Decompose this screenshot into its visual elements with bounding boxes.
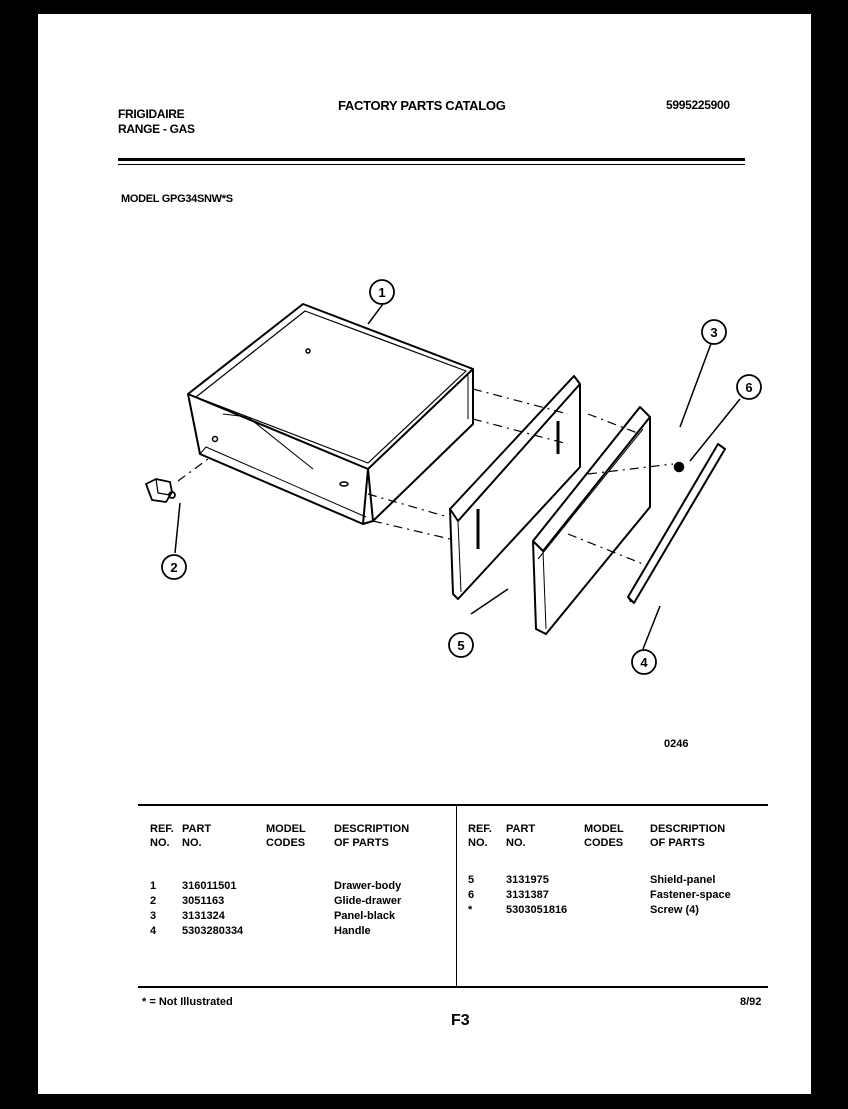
- table-row: [138, 880, 456, 895]
- header-model-codes: MODEL CODES: [584, 823, 624, 849]
- ref-no: 3: [150, 910, 157, 922]
- ref-no: 6: [468, 889, 475, 901]
- table-row: [138, 910, 456, 925]
- callout-1: [370, 280, 394, 304]
- svg-text:5: 5: [457, 638, 465, 653]
- callout-2: [162, 555, 186, 579]
- catalog-number: 5995225900: [666, 98, 730, 112]
- table-row: [458, 904, 768, 919]
- header-description: DESCRIPTION OF PARTS: [334, 823, 410, 849]
- parts-table-right: [458, 806, 768, 986]
- exploded-drawer-diagram: [128, 259, 753, 679]
- header-part-no: PART NO.: [182, 823, 212, 849]
- part-no: 5303280334: [182, 925, 244, 937]
- callout-6: [737, 375, 761, 399]
- header-rule-thin: [118, 164, 745, 165]
- part-no: 5303051816: [506, 904, 568, 916]
- ref-no: 2: [150, 895, 157, 907]
- part-description: Panel-black: [334, 910, 396, 922]
- parts-table-left: [138, 806, 457, 986]
- header-ref-no: REF. NO.: [150, 823, 174, 849]
- part-description: Shield-panel: [650, 874, 716, 886]
- part-description: Drawer-body: [334, 880, 402, 892]
- shield-panel-illustration: [450, 376, 580, 599]
- svg-text:3: 3: [710, 325, 718, 340]
- header-description: DESCRIPTION OF PARTS: [650, 823, 726, 849]
- ref-no: 4: [150, 925, 157, 937]
- part-no: 3051163: [182, 895, 225, 907]
- catalog-title: FACTORY PARTS CATALOG: [338, 98, 506, 113]
- illustration-code: 0246: [664, 738, 689, 750]
- table-row: [138, 895, 456, 910]
- callout-5: [449, 633, 473, 657]
- glide-drawer-illustration: [146, 479, 175, 502]
- part-description: Screw (4): [650, 904, 699, 916]
- brand-name: FRIGIDAIRE: [118, 107, 185, 121]
- product-type: RANGE - GAS: [118, 122, 195, 136]
- ref-no: *: [468, 904, 473, 916]
- catalog-page: [38, 14, 811, 1094]
- header-part-no: PART NO.: [506, 823, 536, 849]
- brand-block: [118, 107, 195, 137]
- not-illustrated-note: * = Not Illustrated: [142, 996, 233, 1008]
- table-row: [458, 874, 768, 889]
- drawer-body-illustration: [188, 304, 473, 524]
- page-id: F3: [451, 1012, 470, 1029]
- part-no: 3131387: [506, 889, 549, 901]
- callout-4: [632, 650, 656, 674]
- header-ref-no: REF. NO.: [468, 823, 492, 849]
- part-description: Glide-drawer: [334, 895, 402, 907]
- ref-no: 5: [468, 874, 475, 886]
- parts-table: [138, 804, 768, 988]
- callout-3: [702, 320, 726, 344]
- model-number: MODEL GPG34SNW*S: [121, 193, 233, 205]
- svg-text:6: 6: [745, 380, 753, 395]
- table-row: [138, 925, 456, 940]
- part-description: Handle: [334, 925, 371, 937]
- svg-text:2: 2: [170, 560, 178, 575]
- part-no: 316011501: [182, 880, 237, 892]
- revision-date: 8/92: [740, 996, 762, 1008]
- header-model-codes: MODEL CODES: [266, 823, 306, 849]
- fastener-spacer-illustration: [675, 463, 683, 471]
- black-panel-illustration: [533, 407, 650, 634]
- part-no: 3131324: [182, 910, 225, 922]
- part-no: 3131975: [506, 874, 549, 886]
- header-rule-thick: [118, 158, 745, 161]
- svg-text:1: 1: [378, 285, 386, 300]
- svg-text:4: 4: [640, 655, 648, 670]
- part-description: Fastener-space: [650, 889, 731, 901]
- ref-no: 1: [150, 880, 157, 892]
- table-row: [458, 889, 768, 904]
